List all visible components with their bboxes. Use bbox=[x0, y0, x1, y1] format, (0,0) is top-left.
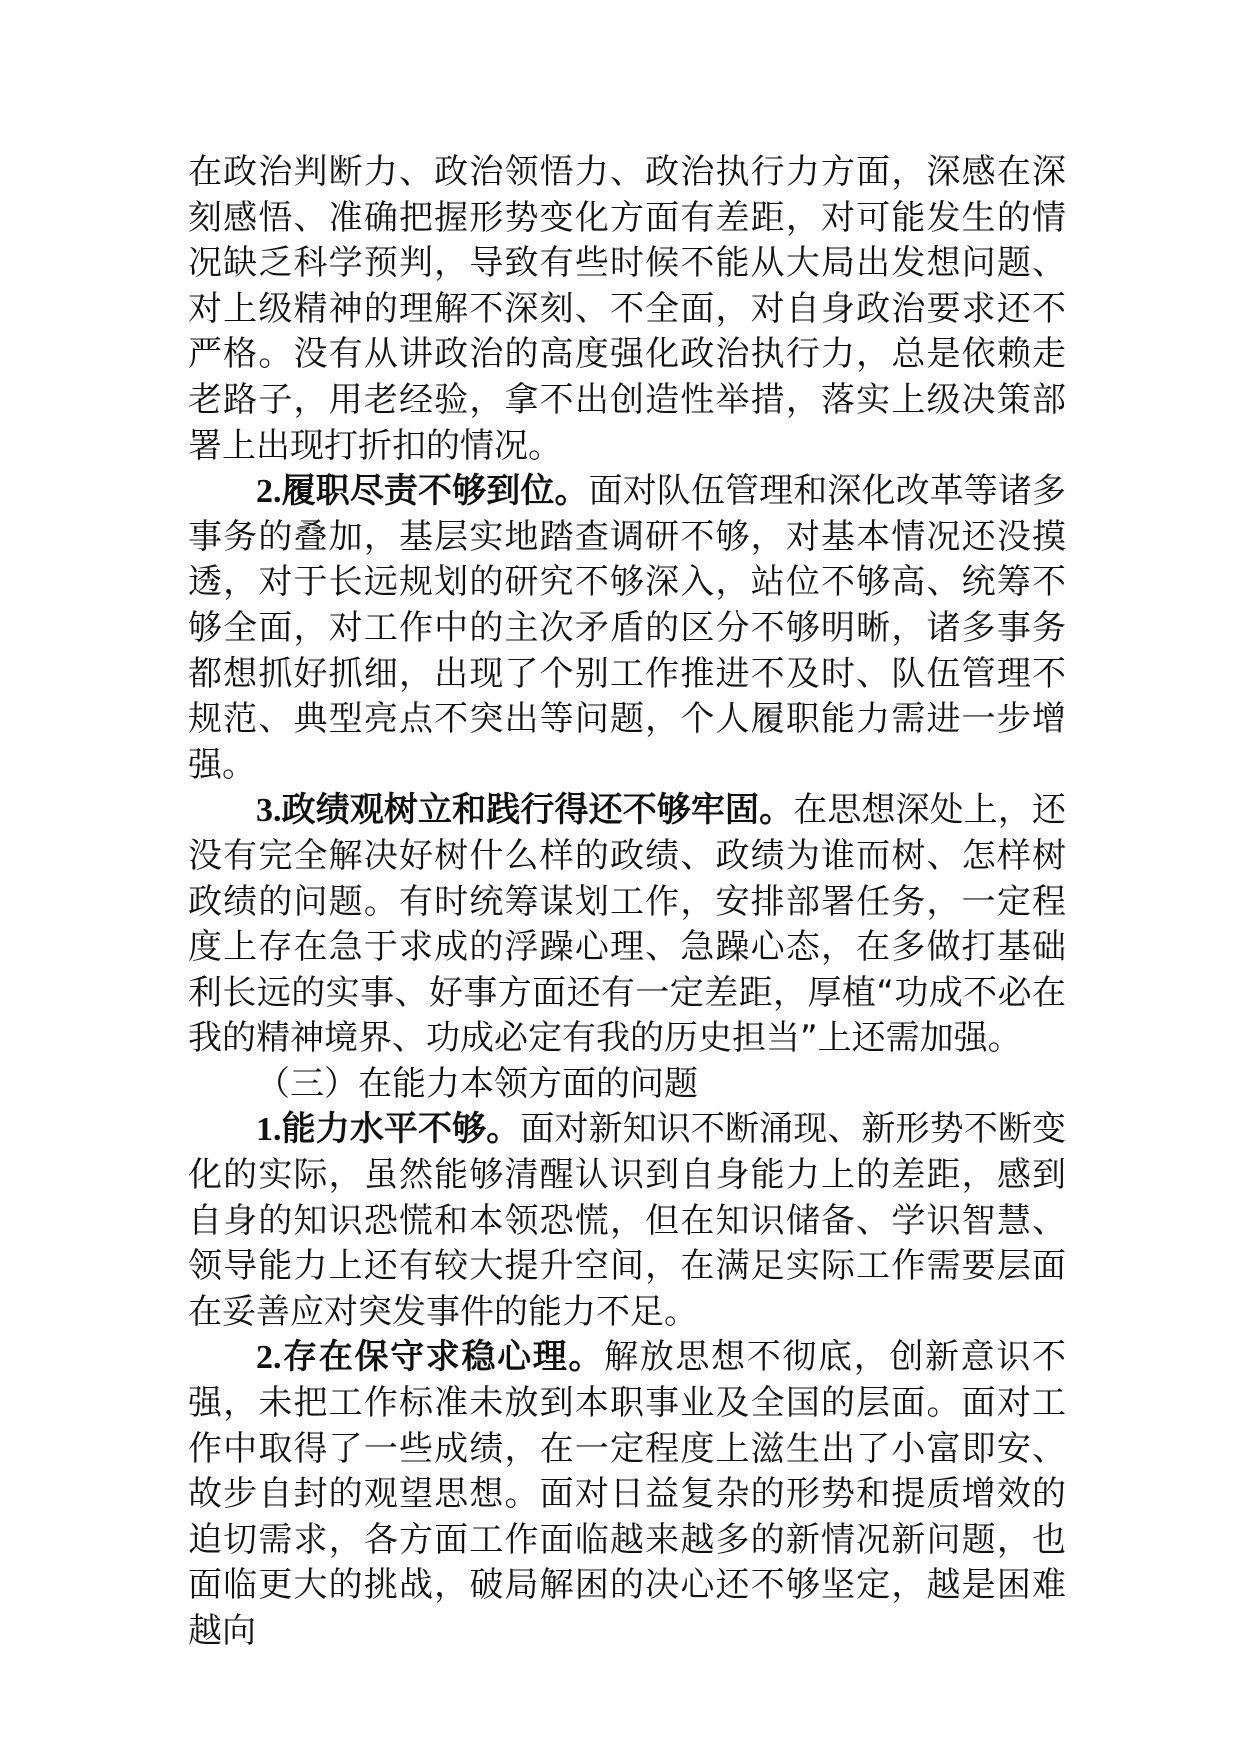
item-title: 履职尽责不够到位。 bbox=[281, 471, 589, 512]
document-page bbox=[188, 150, 1066, 1655]
item-body: 面对新知识不断涌现、新形势不断变化的实际，虽然能够清醒认识到自身能力上的差距，感到自身的知识恐慌和本领恐慌，但在知识储备、学识智慧、领导能力上还有较大提升空间，在满足实际工作需要层面在妥善应对突发事件的能力不足。 bbox=[188, 1109, 1067, 1332]
item-title: 存在保守求稳心理。 bbox=[281, 1337, 605, 1378]
paragraph-performance-duty bbox=[188, 469, 1066, 788]
item-number: 2. bbox=[256, 473, 282, 511]
item-body: 面对队伍管理和深化改革等诸多事务的叠加，基层实地踏查调研不够，对基本情况还没摸透，对于长远规划的研究不够深入，站位不够高、统筹不够全面，对工作中的主次矛盾的区分不够明晰，诸多事务都想抓好抓细，出现了个别工作推进不及时、队伍管理不规范、典型亮点不突出等问题，个人履职能力需进一步增强。 bbox=[188, 471, 1067, 785]
paragraph-conservative-mindset bbox=[188, 1335, 1066, 1654]
paragraph-continuation: 在政治判断力、政治领悟力、政治执行力方面，深感在深刻感悟、准确把握形势变化方面有差距，对可能发生的情况缺乏科学预判，导致有些时候不能从大局出发想问题、对上级精神的理解不深刻、不全面，对自身政治要求还不严格。没有从讲政治的高度强化政治执行力，总是依赖走老路子，用老经验，拿不出创造性举措，落实上级决策部署上出现打折扣的情况。 bbox=[188, 152, 1066, 466]
item-number: 2. bbox=[256, 1339, 282, 1377]
paragraph-ability-level bbox=[188, 1107, 1066, 1335]
item-number: 1. bbox=[256, 1111, 282, 1149]
item-body: 在思想深处上，还没有完全解决好树什么样的政绩、政绩为谁而树、怎样树政绩的问题。有时统筹谋划工作，安排部署任务，一定程度上存在急于求成的浮躁心理、急躁心态，在多做打基础利长远的实事、好事方面还有一定差距，厚植“功成不必在我的精神境界、功成必定有我的历史担当”上还需加强。 bbox=[188, 790, 1067, 1059]
item-body: 解放思想不彻底，创新意识不强，未把工作标准未放到本职事业及全国的层面。面对工作中取得了一些成绩，在一定程度上滋生出了小富即安、故步自封的观望思想。面对日益复杂的形势和提质增效的迫切需求，各方面工作面临越来越多的新情况新问题，也面临更大的挑战，破局解困的决心还不够坚定，越是困难越向 bbox=[188, 1337, 1067, 1651]
item-title: 政绩观树立和践行得还不够牢固。 bbox=[281, 790, 794, 831]
section-heading: （三）在能力本领方面的问题 bbox=[256, 1063, 698, 1104]
item-number: 3. bbox=[256, 792, 282, 830]
item-title: 能力水平不够。 bbox=[281, 1109, 521, 1150]
paragraph-performance-view bbox=[188, 788, 1066, 1062]
